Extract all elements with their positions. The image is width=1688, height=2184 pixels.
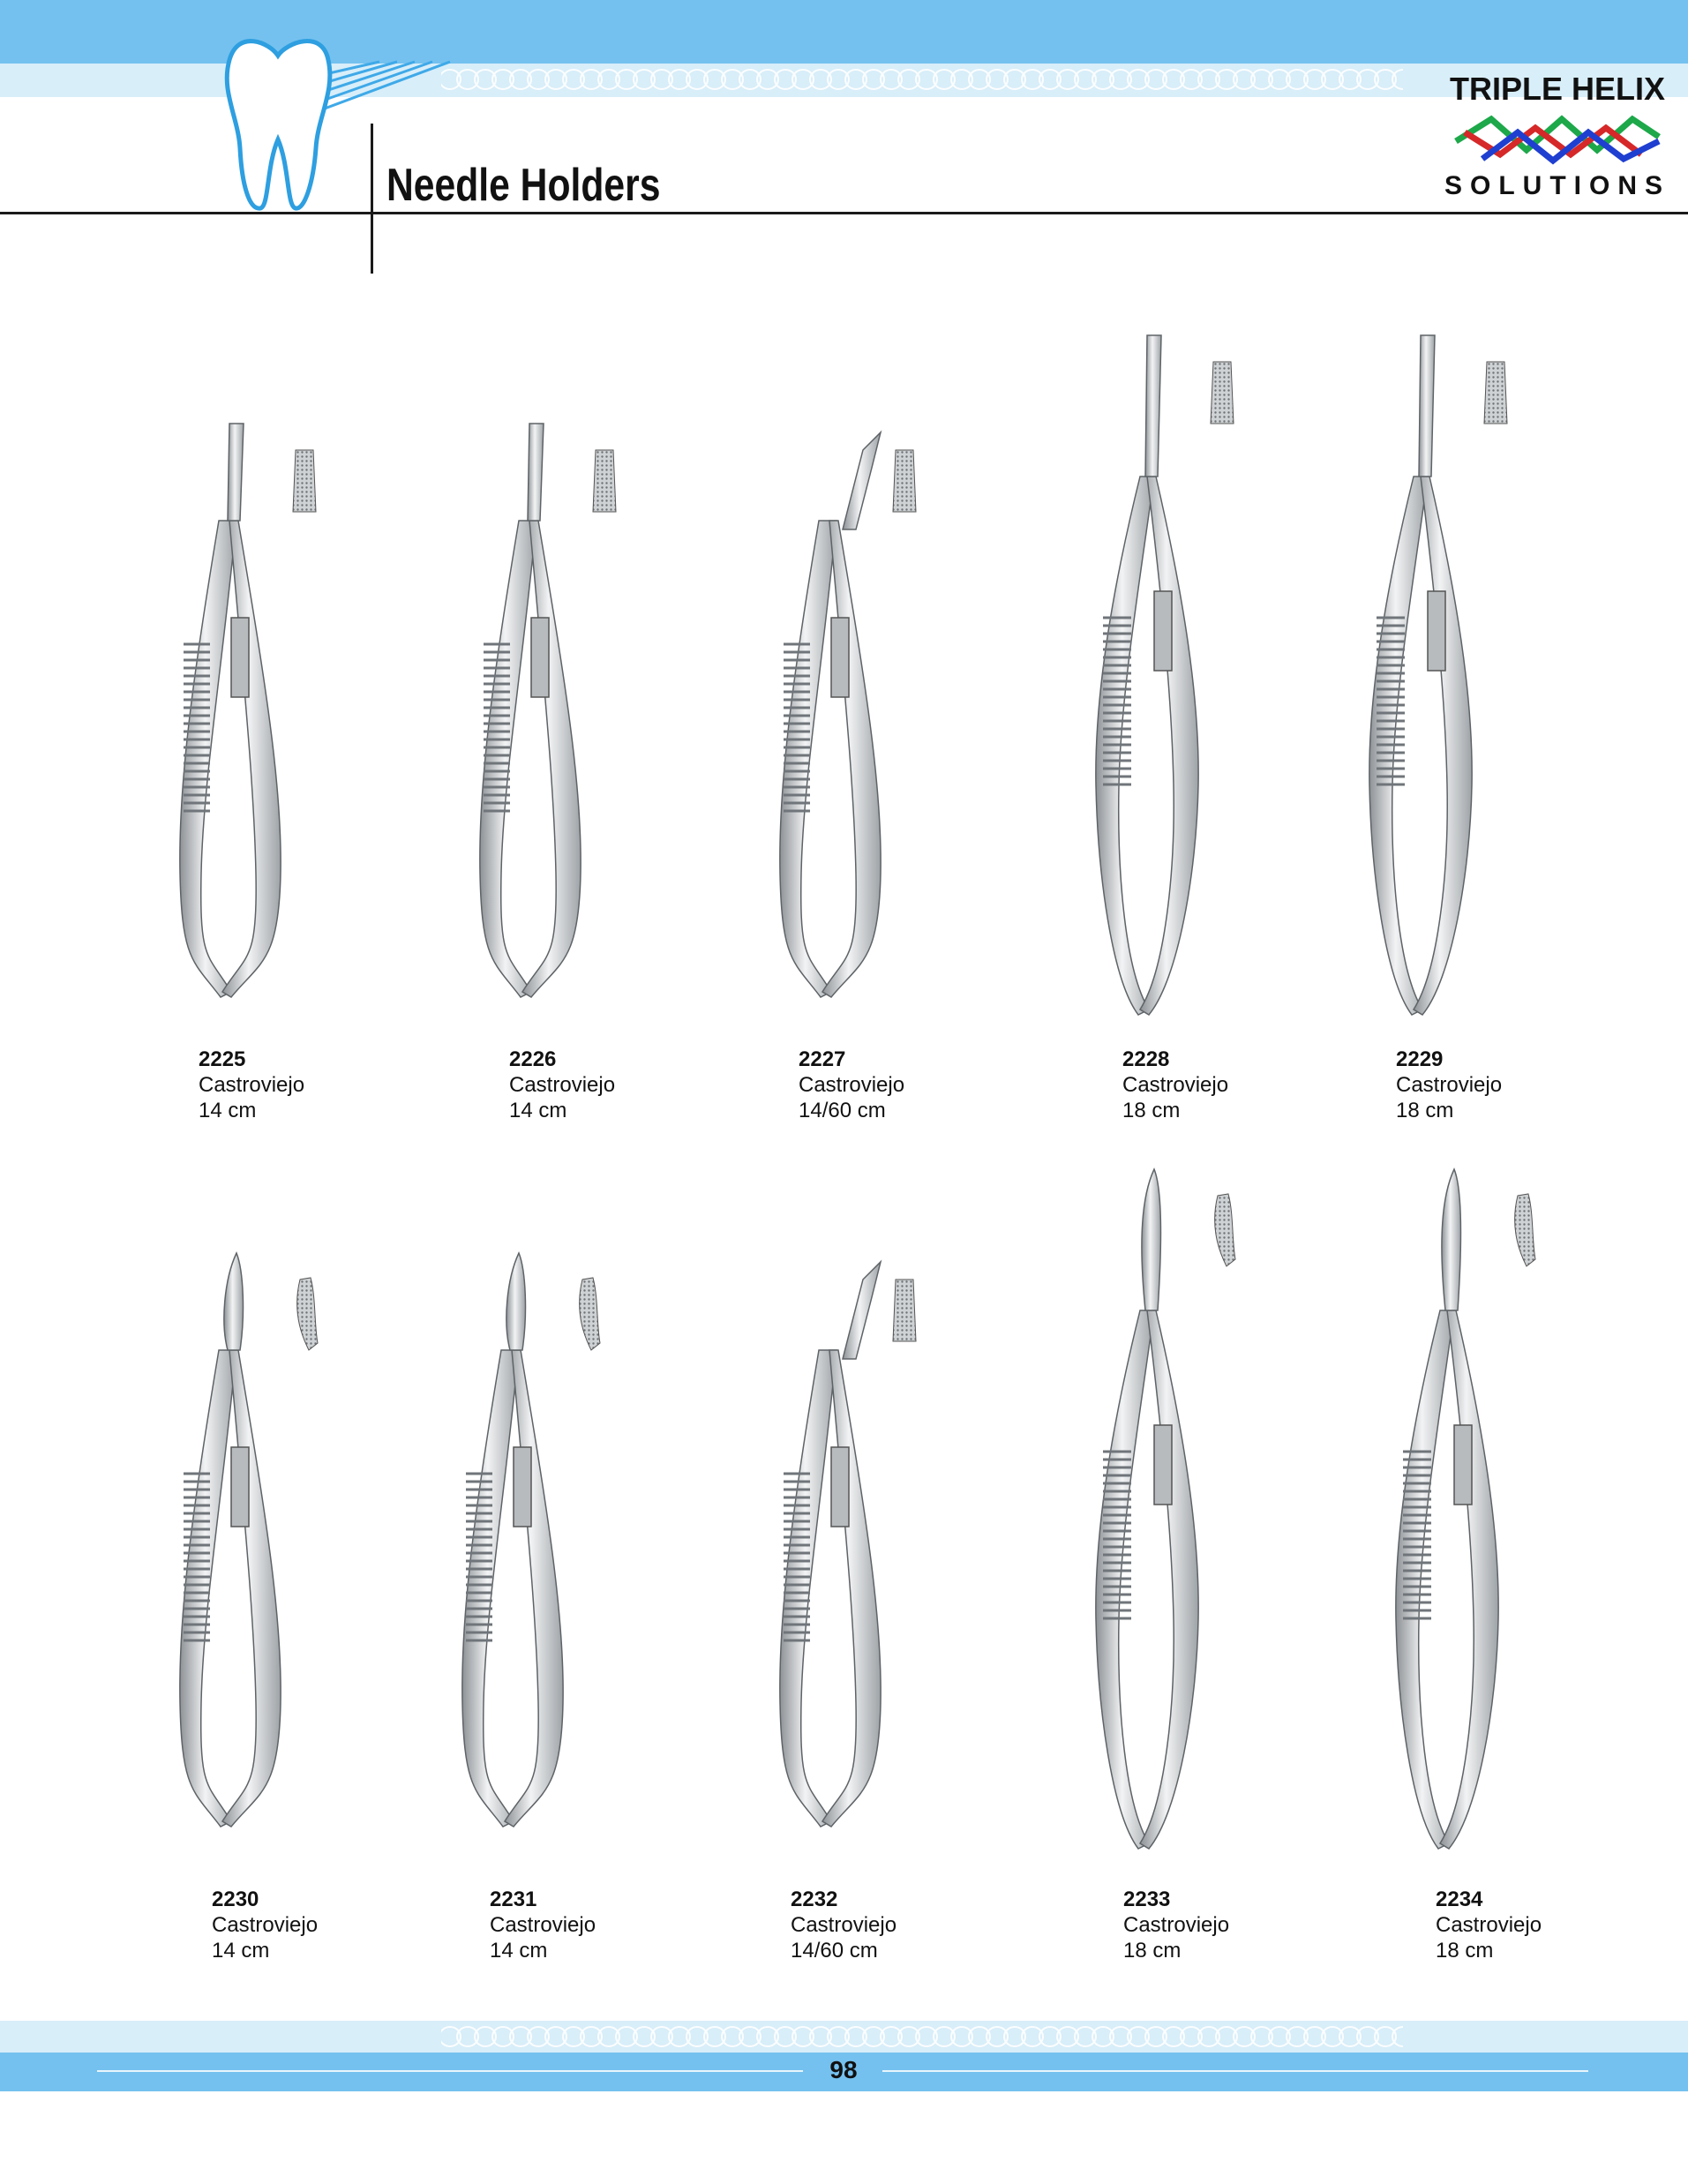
product-caption [490,1887,596,1963]
product-caption [1123,1887,1229,1963]
product-name: Castroviejo [1123,1913,1230,1937]
product-name: Castroviejo [212,1913,319,1937]
header-divider [0,212,1688,214]
product-name: Castroviejo [799,1073,905,1097]
page-title: Needle Holders [386,160,661,211]
product-caption [509,1047,615,1123]
needle-holder-icon [1350,326,1562,1032]
needle-holder-icon [159,415,371,1015]
product-caption [1436,1887,1542,1963]
needle-holder-icon [1377,1160,1588,1866]
product-size: 14/60 cm [799,1099,886,1122]
helix-logo-icon [1447,106,1668,169]
product-caption [199,1047,304,1123]
product-size: 18 cm [1123,1939,1182,1963]
company-logo [1438,71,1677,203]
product-caption [791,1887,897,1963]
product-caption [1122,1047,1228,1123]
product-size: 18 cm [1122,1099,1181,1122]
product-name: Castroviejo [490,1913,596,1937]
product-code: 2230 [212,1888,259,1911]
product-name: Castroviejo [1436,1913,1542,1937]
product-caption [1396,1047,1502,1123]
needle-holder-icon [759,415,971,1015]
product-size: 18 cm [1396,1099,1454,1122]
product-size: 14 cm [509,1099,567,1122]
product-code: 2228 [1122,1047,1170,1071]
product-code: 2226 [509,1047,557,1071]
product-name: Castroviejo [791,1913,897,1937]
logo-top-text: TRIPLE HELIX [1449,71,1666,107]
product-name: Castroviejo [1122,1073,1229,1097]
product-code: 2225 [199,1047,246,1071]
logo-bottom-text: SOLUTIONS [1444,171,1670,200]
product-size: 14 cm [490,1939,548,1963]
product-size: 14/60 cm [791,1939,878,1963]
product-code: 2227 [799,1047,846,1071]
needle-holder-icon [459,415,671,1015]
product-code: 2229 [1396,1047,1444,1071]
product-name: Castroviejo [509,1073,616,1097]
product-code: 2232 [791,1888,838,1911]
header-loop-pattern [441,67,1403,94]
needle-holder-icon [1077,1160,1288,1866]
product-name: Castroviejo [1396,1073,1503,1097]
footer-loop-pattern [441,2024,1403,2049]
product-code: 2231 [490,1888,537,1911]
header-vertical-divider [371,124,373,274]
needle-holder-icon [1077,326,1288,1032]
product-size: 14 cm [199,1099,257,1122]
footer-line-right [882,2070,1588,2072]
tooth-icon [212,34,344,219]
page-number: 98 [829,2056,858,2083]
needle-holder-icon [441,1244,653,1844]
needle-holder-icon [759,1244,971,1844]
product-size: 14 cm [212,1939,270,1963]
product-code: 2234 [1436,1888,1483,1911]
product-name: Castroviejo [199,1073,305,1097]
product-caption [212,1887,318,1963]
footer-line-left [97,2070,803,2072]
product-size: 18 cm [1436,1939,1494,1963]
product-caption [799,1047,904,1123]
product-code: 2233 [1123,1888,1171,1911]
needle-holder-icon [159,1244,371,1844]
